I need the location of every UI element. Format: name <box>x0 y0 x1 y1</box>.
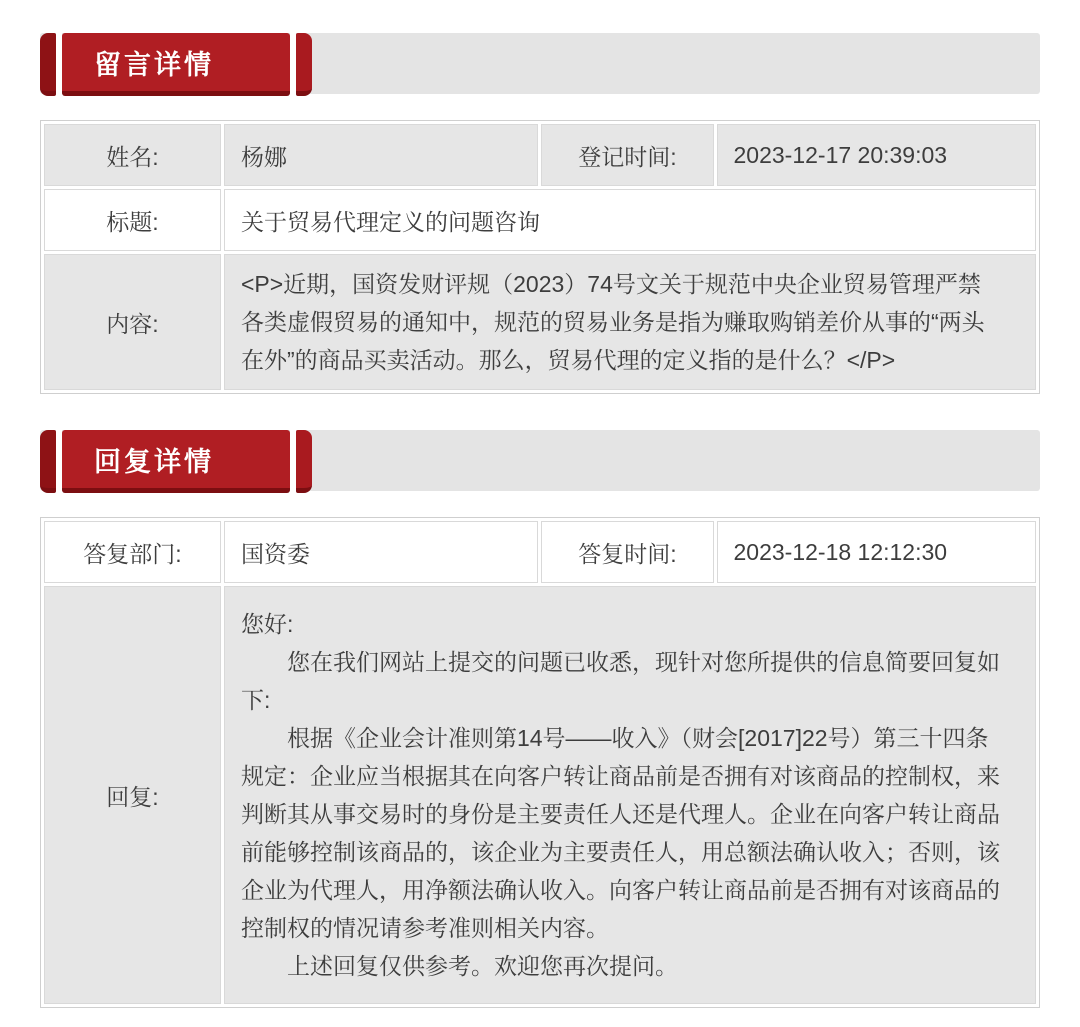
name-label: 姓名: <box>44 124 221 186</box>
reply-paragraph: 根据《企业会计准则第14号——收入》（财会[2017]22号）第三十四条规定：企业应当根据其在向客户转让商品前是否拥有对该商品的控制权，来判断其从事交易时的身份是主要责任人还是代理人。企业在向客户转让商品前能够控制该商品的，该企业为主要责任人，用总额法确认收入；否则，该企业为代理人，用净额法确认收入。向客户转让商品前是否拥有对该商品的控制权的情况请参考准则相关内容。 <box>240 725 1000 941</box>
reply-paragraph: 上述回复仅供参考。欢迎您再次提问。 <box>286 953 678 979</box>
reply-paragraph: 您在我们网站上提交的问题已收悉，现针对您所提供的信息简要回复如下: <box>240 649 1000 713</box>
table-row-reply <box>44 586 1036 1004</box>
content-value <box>224 254 1036 390</box>
table-row-dept-time <box>44 521 1036 583</box>
table-row-subject <box>44 189 1036 251</box>
table-row-content <box>44 254 1036 390</box>
register-time-label: 登记时间: <box>541 124 713 186</box>
reply-dept-value: 国资委 <box>224 521 539 583</box>
message-section-header <box>40 33 1040 96</box>
message-section-title: 留言详情 <box>62 33 290 96</box>
ribbon-left-bar <box>40 33 56 96</box>
message-detail-table <box>40 120 1040 394</box>
register-time-value: 2023-12-17 20:39:03 <box>717 124 1037 186</box>
reply-time-label: 答复时间: <box>541 521 713 583</box>
ribbon-right-bar <box>296 33 312 96</box>
subject-label: 标题: <box>44 189 221 251</box>
reply-detail-table <box>40 517 1040 1008</box>
reply-value <box>224 586 1036 1004</box>
reply-dept-label: 答复部门: <box>44 521 221 583</box>
name-value: 杨娜 <box>224 124 539 186</box>
reply-section-header <box>40 430 1040 493</box>
reply-label: 回复: <box>44 586 221 1004</box>
content-text: <P>近期，国资发财评规（2023）74号文关于规范中央企业贸易管理严禁各类虚假贸易的通知中，规范的贸易业务是指为赚取购销差价从事的“两头在外”的商品买卖活动。那么，贸易代理的定义指的是什么？</P> <box>240 271 985 373</box>
content-label: 内容: <box>44 254 221 390</box>
reply-section-title: 回复详情 <box>62 430 290 493</box>
message-section <box>40 33 1040 394</box>
table-row-name-time <box>44 124 1036 186</box>
reply-section <box>40 430 1040 1008</box>
reply-paragraph: 您好: <box>240 611 294 637</box>
subject-value: 关于贸易代理定义的问题咨询 <box>224 189 1036 251</box>
message-ribbon-banner <box>40 33 312 96</box>
ribbon-left-bar <box>40 430 56 493</box>
reply-time-value: 2023-12-18 12:12:30 <box>717 521 1037 583</box>
reply-ribbon-banner <box>40 430 312 493</box>
ribbon-right-bar <box>296 430 312 493</box>
